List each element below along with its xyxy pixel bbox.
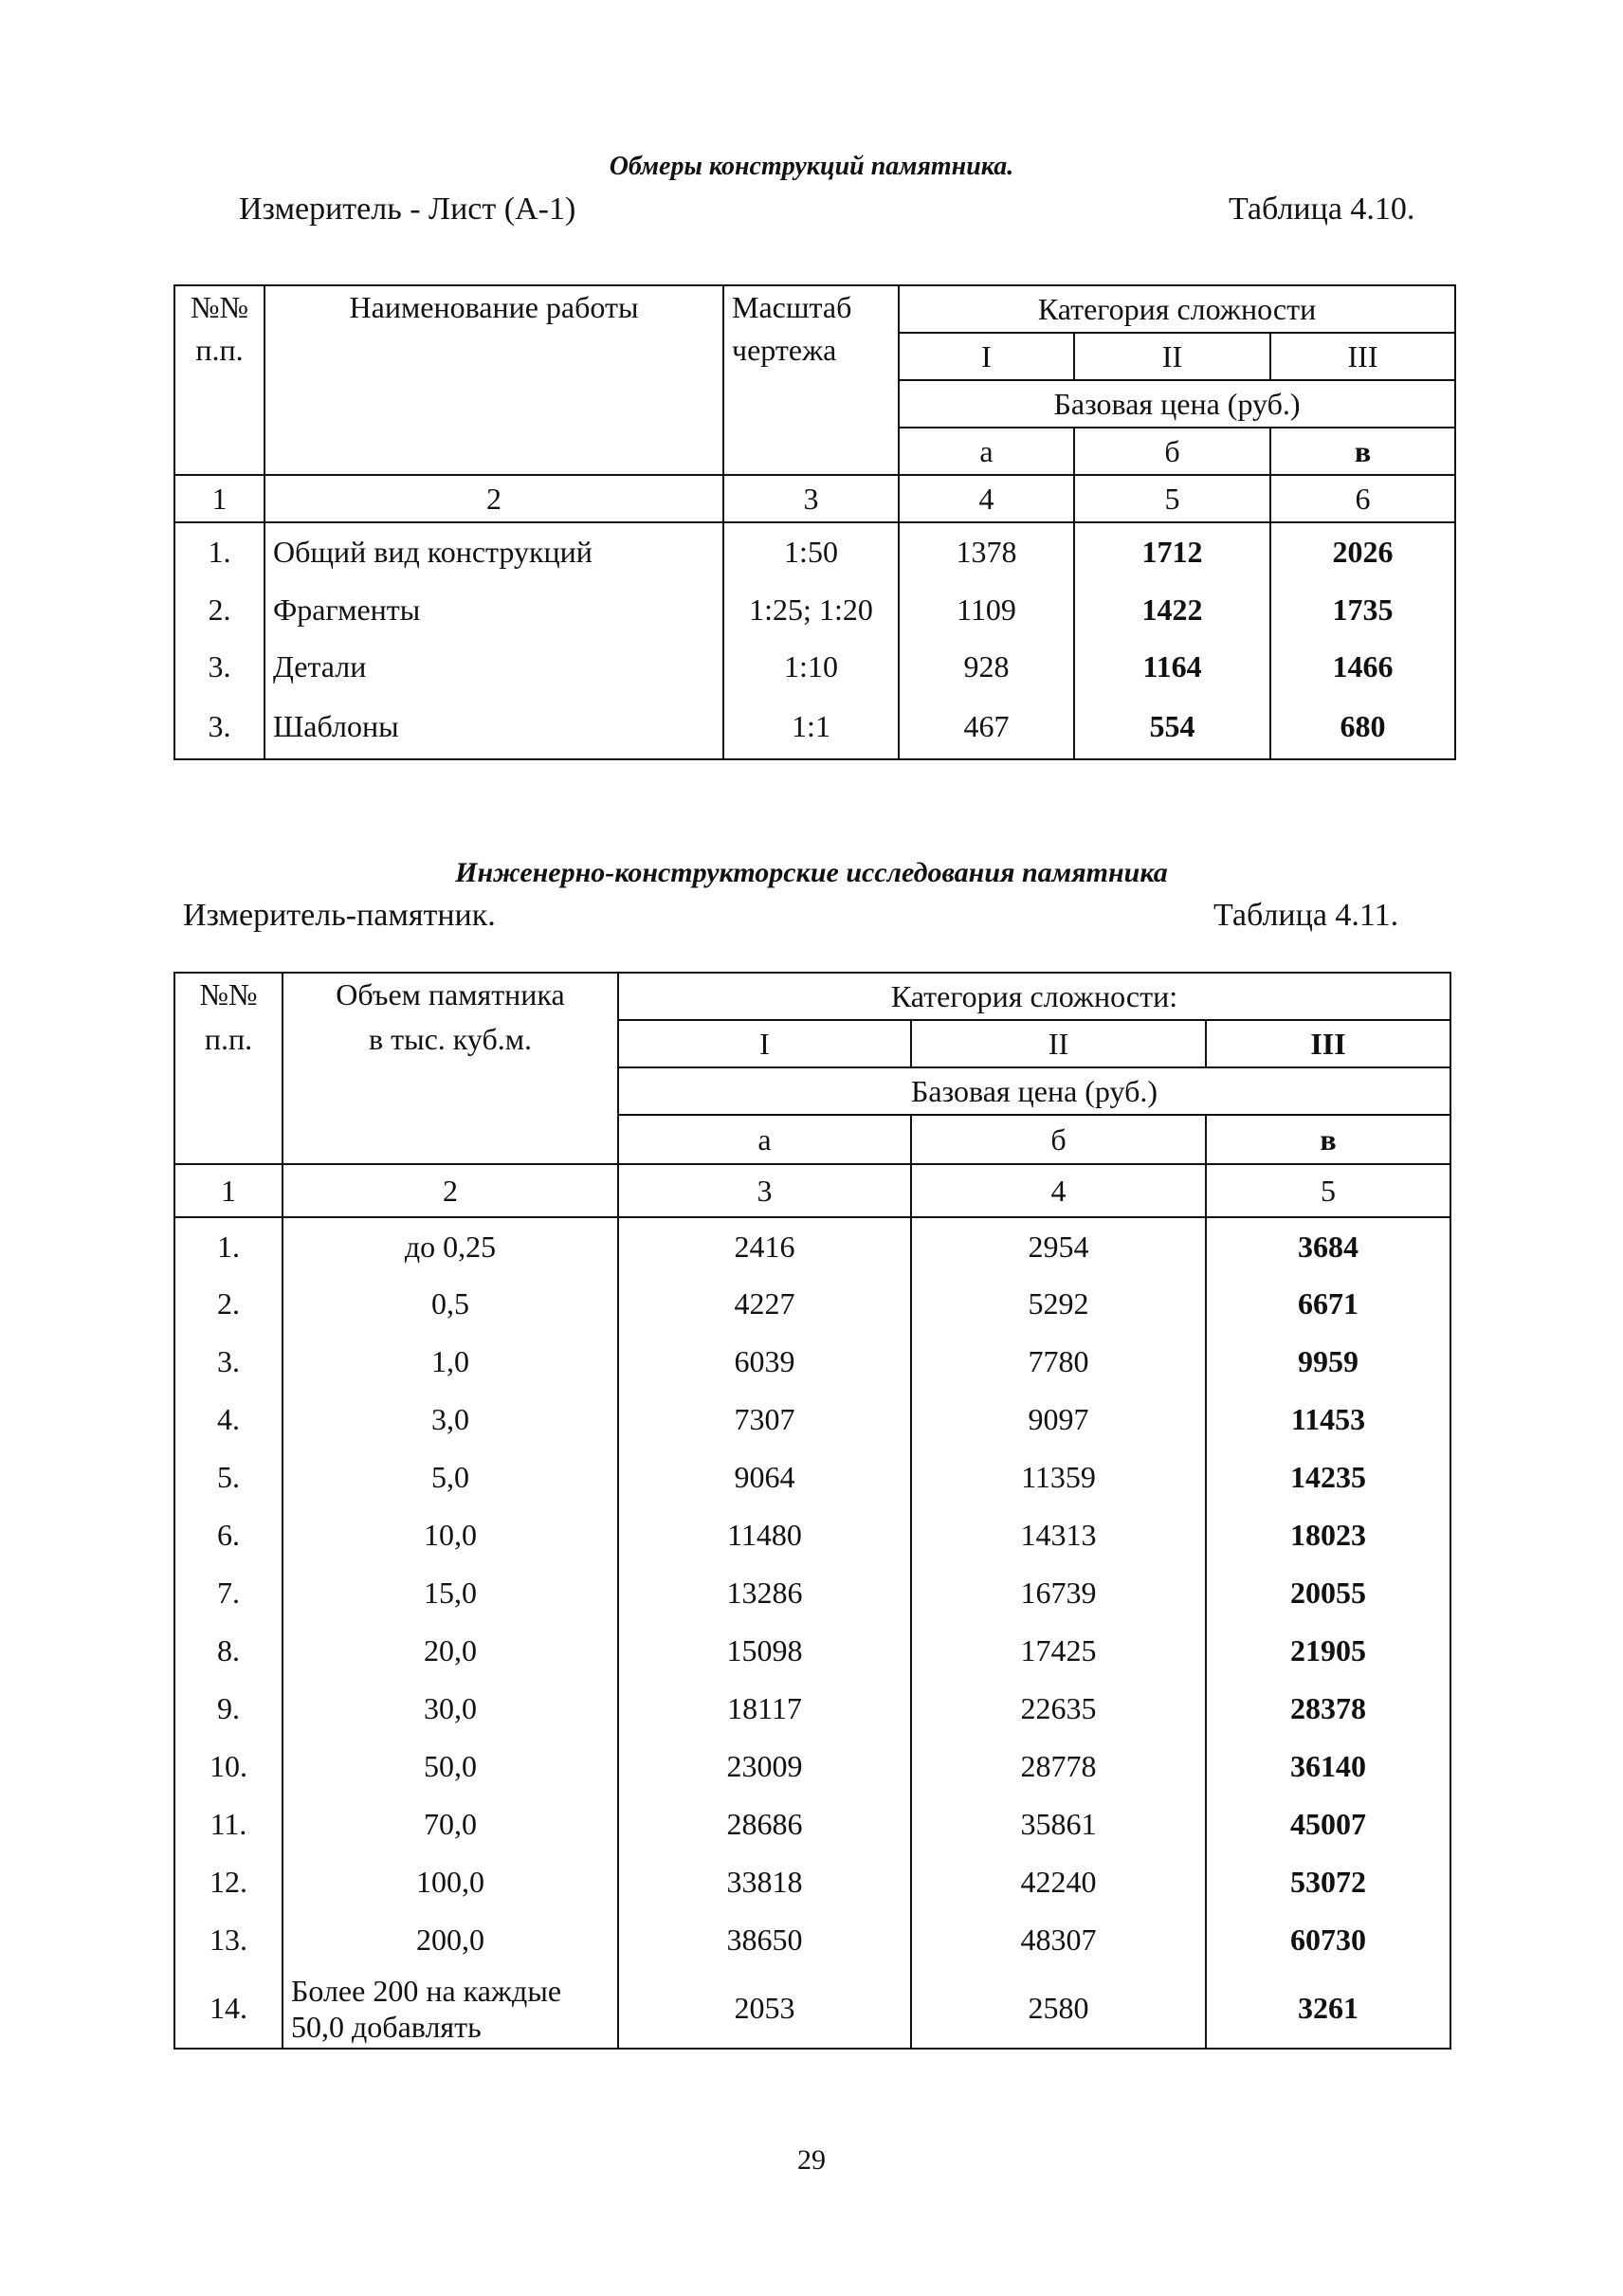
- table-row: [174, 1506, 1450, 1564]
- col-num-4: 4: [911, 1164, 1206, 1217]
- row-price-a: 467: [899, 695, 1074, 759]
- row-volume: Более 200 на каждые 50,0 добавлять: [283, 1969, 618, 2049]
- col-num-4: 4: [899, 475, 1074, 522]
- table-row: [174, 1911, 1450, 1969]
- row-scale: 1:50: [723, 522, 899, 581]
- row-num: 3.: [174, 695, 264, 759]
- row-num: 2.: [174, 1275, 283, 1333]
- table-row: [174, 1680, 1450, 1738]
- table-row: [174, 581, 1455, 638]
- row-price-b: 9097: [911, 1391, 1206, 1449]
- row-price-b: 1712: [1074, 522, 1270, 581]
- header-base-price: Базовая цена (руб.): [899, 380, 1455, 428]
- row-name: Общий вид конструкций: [264, 522, 723, 581]
- row-volume: 70,0: [283, 1795, 618, 1853]
- row-price-b: 11359: [911, 1449, 1206, 1506]
- row-price-a: 33818: [618, 1853, 911, 1911]
- table1-number: Таблица 4.10.: [1229, 191, 1415, 227]
- row-scale: 1:25; 1:20: [723, 581, 899, 638]
- header-num-line2: п.п.: [204, 1022, 253, 1056]
- row-num: 11.: [174, 1795, 283, 1853]
- table-row: [174, 1853, 1450, 1911]
- table-row: [174, 1333, 1450, 1391]
- header-scale: [723, 285, 899, 475]
- row-num: 4.: [174, 1391, 283, 1449]
- row-price-b: 1422: [1074, 581, 1270, 638]
- row-price-c: 9959: [1206, 1333, 1450, 1391]
- row-price-c: 53072: [1206, 1853, 1450, 1911]
- row-price-b: 17425: [911, 1622, 1206, 1680]
- header-letter-b: б: [1074, 428, 1270, 475]
- row-price-b: 48307: [911, 1911, 1206, 1969]
- header-letter-a: а: [618, 1115, 911, 1164]
- row-volume: 200,0: [283, 1911, 618, 1969]
- table1-title: Обмеры конструкций памятника.: [609, 152, 1014, 181]
- row-volume: 30,0: [283, 1680, 618, 1738]
- row-price-a: 7307: [618, 1391, 911, 1449]
- header-volume-line2: в тыс. куб.м.: [369, 1022, 532, 1056]
- row-price-b: 7780: [911, 1333, 1206, 1391]
- row-price-a: 1378: [899, 522, 1074, 581]
- row-price-c: 20055: [1206, 1564, 1450, 1622]
- header-cat-1: I: [899, 333, 1074, 380]
- row-name: Шаблоны: [264, 695, 723, 759]
- row-num: 5.: [174, 1449, 283, 1506]
- table-row: [174, 638, 1455, 695]
- row-scale: 1:1: [723, 695, 899, 759]
- header-category: Категория сложности:: [618, 973, 1450, 1020]
- row-num: 8.: [174, 1622, 283, 1680]
- row-price-b: 42240: [911, 1853, 1206, 1911]
- row-name: Фрагменты: [264, 581, 723, 638]
- header-scale-line2: чертежа: [732, 333, 837, 367]
- row-price-a: 928: [899, 638, 1074, 695]
- row-price-c: 28378: [1206, 1680, 1450, 1738]
- row-volume: 50,0: [283, 1738, 618, 1795]
- row-volume: 0,5: [283, 1275, 618, 1333]
- header-base-price: Базовая цена (руб.): [618, 1067, 1450, 1115]
- row-price-c: 6671: [1206, 1275, 1450, 1333]
- table1-measure: Измеритель - Лист (А-1): [239, 191, 576, 227]
- table-row: [174, 1738, 1450, 1795]
- row-price-b: 1164: [1074, 638, 1270, 695]
- header-cat-3: III: [1270, 333, 1455, 380]
- table-row: [174, 1275, 1450, 1333]
- col-num-5: 5: [1206, 1164, 1450, 1217]
- row-price-c: 45007: [1206, 1795, 1450, 1853]
- table-row: [174, 1391, 1450, 1449]
- table2-body: [174, 1217, 1450, 2049]
- row-price-b: 2954: [911, 1217, 1206, 1275]
- col-num-6: 6: [1270, 475, 1455, 522]
- row-price-c: 1466: [1270, 638, 1455, 695]
- col-num-3: 3: [618, 1164, 911, 1217]
- row-price-a: 11480: [618, 1506, 911, 1564]
- row-price-b: 16739: [911, 1564, 1206, 1622]
- table-row: [174, 1969, 1450, 2049]
- table2-measure: Измеритель-памятник.: [183, 898, 496, 933]
- col-num-3: 3: [723, 475, 899, 522]
- row-num: 10.: [174, 1738, 283, 1795]
- table-row: [174, 1217, 1450, 1275]
- row-volume: 15,0: [283, 1564, 618, 1622]
- row-name: Детали: [264, 638, 723, 695]
- header-letter-c: в: [1270, 428, 1455, 475]
- header-scale-line1: Масштаб: [732, 290, 852, 324]
- row-volume: 5,0: [283, 1449, 618, 1506]
- row-price-b: 554: [1074, 695, 1270, 759]
- header-num-line2: п.п.: [195, 333, 244, 367]
- row-price-a: 38650: [618, 1911, 911, 1969]
- header-cat-2: II: [911, 1020, 1206, 1067]
- table-row: [174, 1449, 1450, 1506]
- row-num: 12.: [174, 1853, 283, 1911]
- header-cat-2: II: [1074, 333, 1270, 380]
- row-price-c: 14235: [1206, 1449, 1450, 1506]
- table-4-10: [173, 284, 1456, 760]
- col-num-2: 2: [264, 475, 723, 522]
- header-num: [174, 285, 264, 475]
- row-num: 1.: [174, 1217, 283, 1275]
- row-num: 13.: [174, 1911, 283, 1969]
- row-price-b: 2580: [911, 1969, 1206, 2049]
- row-price-c: 21905: [1206, 1622, 1450, 1680]
- row-price-b: 28778: [911, 1738, 1206, 1795]
- row-num: 6.: [174, 1506, 283, 1564]
- row-price-c: 1735: [1270, 581, 1455, 638]
- row-num: 9.: [174, 1680, 283, 1738]
- header-category: Категория сложности: [899, 285, 1455, 333]
- row-num: 3.: [174, 638, 264, 695]
- row-price-c: 60730: [1206, 1911, 1450, 1969]
- row-price-c: 11453: [1206, 1391, 1450, 1449]
- row-price-a: 2053: [618, 1969, 911, 2049]
- row-num: 14.: [174, 1969, 283, 2049]
- header-volume: [283, 973, 618, 1164]
- row-volume: 20,0: [283, 1622, 618, 1680]
- row-price-b: 14313: [911, 1506, 1206, 1564]
- header-work: Наименование работы: [264, 285, 723, 475]
- header-volume-line1: Объем памятника: [336, 977, 565, 1011]
- row-num: 1.: [174, 522, 264, 581]
- table-row: [174, 1622, 1450, 1680]
- col-num-1: 1: [174, 475, 264, 522]
- table2-title: Инженерно-конструкторские исследования памятника: [455, 857, 1168, 888]
- row-price-b: 22635: [911, 1680, 1206, 1738]
- row-price-c: 3684: [1206, 1217, 1450, 1275]
- header-cat-3: III: [1206, 1020, 1450, 1067]
- table-row: [174, 1795, 1450, 1853]
- row-price-c: 36140: [1206, 1738, 1450, 1795]
- header-letter-c: в: [1206, 1115, 1450, 1164]
- table-row: [174, 1564, 1450, 1622]
- row-volume: 10,0: [283, 1506, 618, 1564]
- row-price-a: 15098: [618, 1622, 911, 1680]
- header-num-line1: №№: [190, 290, 249, 324]
- row-volume: до 0,25: [283, 1217, 618, 1275]
- row-num: 2.: [174, 581, 264, 638]
- row-price-a: 13286: [618, 1564, 911, 1622]
- row-price-a: 9064: [618, 1449, 911, 1506]
- row-price-a: 4227: [618, 1275, 911, 1333]
- row-price-a: 23009: [618, 1738, 911, 1795]
- row-price-a: 28686: [618, 1795, 911, 1853]
- row-price-b: 35861: [911, 1795, 1206, 1853]
- row-price-c: 2026: [1270, 522, 1455, 581]
- table2-number: Таблица 4.11.: [1213, 898, 1399, 933]
- row-scale: 1:10: [723, 638, 899, 695]
- col-num-1: 1: [174, 1164, 283, 1217]
- row-price-c: 3261: [1206, 1969, 1450, 2049]
- table-row: [174, 695, 1455, 759]
- row-volume: 1,0: [283, 1333, 618, 1391]
- table-row: [174, 522, 1455, 581]
- header-num: [174, 973, 283, 1164]
- header-cat-1: I: [618, 1020, 911, 1067]
- header-letter-a: а: [899, 428, 1074, 475]
- row-price-c: 680: [1270, 695, 1455, 759]
- row-num: 3.: [174, 1333, 283, 1391]
- row-price-a: 1109: [899, 581, 1074, 638]
- row-price-c: 18023: [1206, 1506, 1450, 1564]
- row-volume: 3,0: [283, 1391, 618, 1449]
- header-letter-b: б: [911, 1115, 1206, 1164]
- row-price-a: 18117: [618, 1680, 911, 1738]
- row-volume: 100,0: [283, 1853, 618, 1911]
- row-num: 7.: [174, 1564, 283, 1622]
- row-price-a: 2416: [618, 1217, 911, 1275]
- table-4-11: [173, 972, 1451, 2050]
- page-number: 29: [797, 2144, 826, 2176]
- header-num-line1: №№: [199, 977, 258, 1011]
- col-num-2: 2: [283, 1164, 618, 1217]
- row-price-b: 5292: [911, 1275, 1206, 1333]
- row-price-a: 6039: [618, 1333, 911, 1391]
- col-num-5: 5: [1074, 475, 1270, 522]
